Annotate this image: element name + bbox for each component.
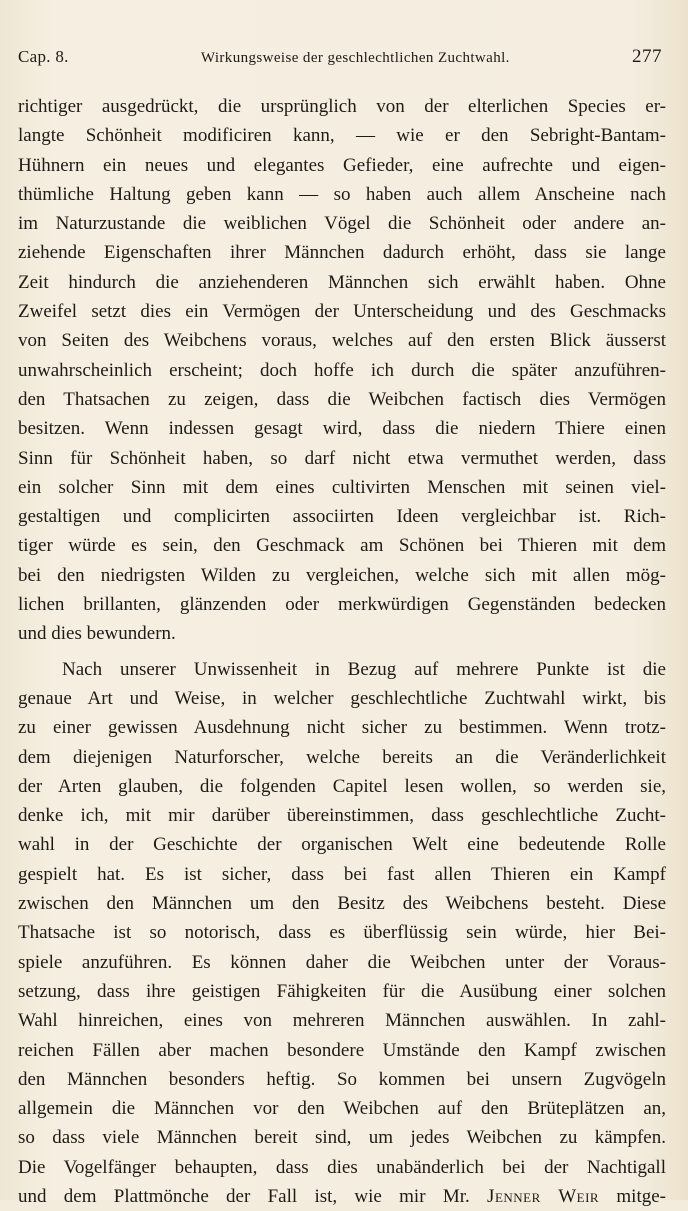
text-line: Zweifel setzt dies ein Vermögen der Unterscheidung und des Geschmacks [18,301,666,323]
text-line: und dies bewundern. [18,623,176,645]
text-line: unwahrscheinlich erscheint; doch hoffe ich durch die später anzuführen- [18,359,666,381]
text-line: Nach unserer Unwissenheit in Bezug auf mehrere Punkte ist die [62,658,666,680]
text-line: zwischen den Männchen um den Besitz des Weibchens besteht. Diese [18,893,666,915]
text-line: setzung, dass ihre geistigen Fähigkeiten für die Ausübung einer solchen [18,980,666,1002]
text-line: im Naturzustande die weiblichen Vögel die Schönheit oder andere an- [18,213,666,235]
text-line: so dass viele Männchen bereit sind, um jedes Weibchen zu kämpfen. [18,1127,666,1149]
text-line: Wahl hinreichen, eines von mehreren Männchen auswählen. In zahl- [18,1010,666,1032]
body-text [18,92,666,1211]
text-line: den Thatsachen zu zeigen, dass die Weibchen factisch dies Vermögen [18,388,666,410]
text-line: dem diejenigen Naturforscher, welche bereits an die Veränderlichkeit [18,746,666,768]
text-line: allgemein die Männchen vor den Weibchen auf den Brüteplätzen an, [18,1098,666,1120]
text-line: bei den niedrigsten Wilden zu vergleichen, welche sich mit allen mög- [18,564,666,586]
running-title: Wirkungsweise der geschlechtlichen Zuchtwahl. [200,50,510,66]
text-line: wahl in der Geschichte der organischen Welt eine bedeutende Rolle [18,834,666,856]
paragraph [18,655,666,1182]
text-line: lichen brillanten, glänzenden oder merkwürdigen Gegenständen bedecken [18,594,666,616]
text-line: besitzen. Wenn indessen gesagt wird, dass die niedern Thiere einen [18,418,666,440]
person-name: Jenner Weir [487,1185,600,1207]
page-number: 277 [632,46,662,67]
text-line: reichen Fällen aber machen besondere Umstände den Kampf zwischen [18,1039,666,1061]
text-line: zu einer gewissen Ausdehnung nicht sicher zu bestimmen. Wenn trotz- [18,717,666,739]
text-line: spiele anzuführen. Es können daher die Weibchen unter der Voraus- [18,951,666,973]
text-line: gespielt hat. Es ist sicher, dass bei fast allen Thieren ein Kampf [18,863,666,885]
text-line: Die Vogelfänger behaupten, dass dies unabänderlich bei der Nachtigall [18,1156,666,1178]
text-line: Thatsache ist so notorisch, dass es überflüssig sein würde, hier Bei- [18,922,666,944]
text-line: Sinn für Schönheit haben, so darf nicht etwa vermuthet werden, dass [18,447,666,469]
text-line: der Arten glauben, die folgenden Capitel lesen wollen, so werden sie, [18,775,666,797]
text-line: ein solcher Sinn mit dem eines cultivirten Menschen mit seinen viel- [18,476,666,498]
text-line: gestaltigen und complicirten associirten Ideen vergleichbar ist. Rich- [18,506,666,528]
text-line: richtiger ausgedrückt, die ursprünglich von der elterlichen Species er- [18,96,666,117]
text-line: tiger würde es sein, den Geschmack am Schönen bei Thieren mit dem [18,535,666,557]
paragraphs [18,92,666,1182]
text-line: den Männchen besonders heftig. So kommen bei unsern Zugvögeln [18,1068,666,1090]
text-line [18,1182,666,1211]
text-line: Hühnern ein neues und elegantes Gefieder, eine aufrechte und eigen- [18,154,666,176]
text-line: denke ich, mit mir darüber übereinstimmen, dass geschlechtliche Zucht- [18,805,666,827]
final-line-before: und dem Plattmönche der Fall ist, wie mir Mr. [18,1185,488,1207]
text-line: Zeit hindurch die anziehenderen Männchen sich erwählt haben. Ohne [18,271,666,293]
page-header [18,46,666,78]
text-line: von Seiten des Weibchens voraus, welches auf den ersten Blick äusserst [18,330,666,352]
chapter-label: Cap. 8. [18,47,69,66]
paragraph [18,92,666,649]
text-line: ziehende Eigenschaften ihrer Männchen dadurch erhöht, dass sie lange [18,242,666,264]
text-line: genaue Art und Weise, in welcher geschlechtliche Zuchtwahl wirkt, bis [18,687,666,709]
text-line: thümliche Haltung geben kann — so haben auch allem Anscheine nach [18,183,666,205]
text-line: langte Schönheit modificiren kann, — wie er den Sebright-Bantam- [18,125,666,147]
final-line-after: mitge- [599,1185,666,1207]
